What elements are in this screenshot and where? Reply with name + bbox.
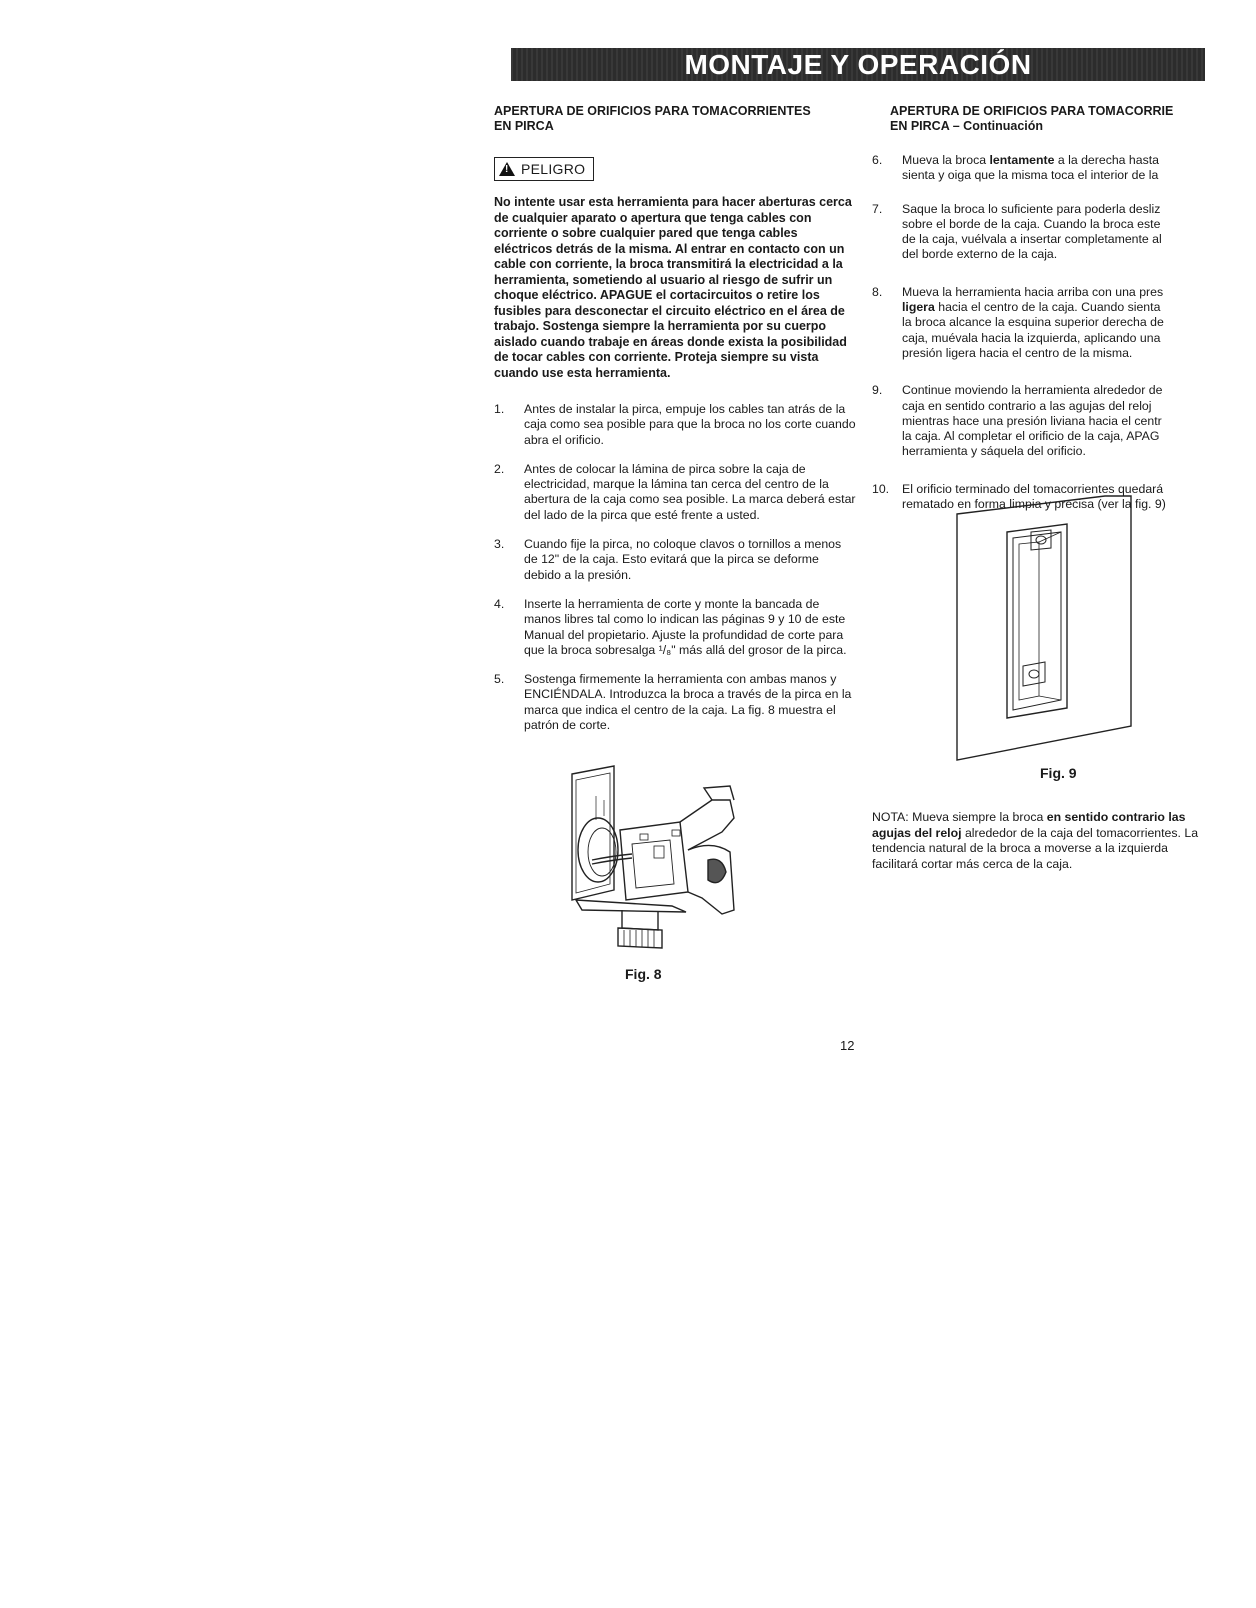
step-line: la broca alcance la esquina superior derecha de bbox=[902, 315, 1164, 330]
right-steps-list bbox=[872, 153, 1210, 512]
left-column bbox=[494, 104, 856, 747]
step-line: de la caja, vuélvala a insertar completamente al bbox=[902, 232, 1162, 247]
list-item bbox=[494, 672, 856, 733]
step-number: 10. bbox=[872, 481, 890, 496]
step-line: Mueva la broca lentamente a la derecha hasta bbox=[902, 153, 1160, 167]
step-line: El orificio terminado del tomacorrientes quedará bbox=[902, 481, 1164, 496]
fig9-illustration bbox=[955, 486, 1135, 764]
left-heading bbox=[494, 104, 856, 134]
note-prefix: NOTA: Mueva siempre la broca bbox=[872, 810, 1047, 824]
page-number: 12 bbox=[840, 1038, 855, 1053]
section-banner: MONTAJE Y OPERACIÓN bbox=[511, 48, 1205, 81]
step-text: Antes de colocar la lámina de pirca sobre la caja de electricidad, marque la lámina tan cerca del centro de la abertura de la caja como sea posible. La marca deberá estar del lado de la pirca que esté frente a usted. bbox=[524, 461, 856, 522]
right-heading bbox=[890, 104, 1210, 134]
step-line: del borde externo de la caja. bbox=[902, 247, 1058, 262]
step-line: caja, muévala hacia la izquierda, aplicando una bbox=[902, 330, 1161, 345]
step-line: ligera hacia el centro de la caja. Cuando sienta bbox=[902, 300, 1161, 315]
fig9-caption: Fig. 9 bbox=[1040, 765, 1077, 781]
left-steps-list bbox=[494, 402, 856, 733]
step-line: Saque la broca lo suficiente para poderla desliz bbox=[902, 201, 1161, 216]
step-text: Cuando fije la pirca, no coloque clavos o tornillos a menos de 12" de la caja. Esto evitará que la pirca se deforme debido a la presión. bbox=[524, 537, 842, 582]
danger-badge bbox=[494, 157, 594, 181]
right-heading-line2: EN PIRCA – Continuación bbox=[890, 119, 1044, 133]
step-line: caja en sentido contrario a las agujas del reloj bbox=[902, 398, 1152, 413]
list-item bbox=[494, 597, 856, 658]
danger-warning-text: No intente usar esta herramienta para hacer aberturas cerca de cualquier aparato o apertura que tenga cables con corriente o sobre cualquier pared que tenga cables eléctricos detrás de la misma. Al entrar en contacto con un cable con corriente, la broca transmitirá la electricidad a la herramienta, sometiendo al usuario al riesgo de sufrir un choque eléctrico. APAGUE el cortacircuitos o retire los fusibles para desconectar el circuito eléctrico en el área de trabajo. Sostenga siempre la herramienta por su cuerpo aislado cuando trabaje en áreas donde exista la posibilidad de tocar cables con corriente. Proteja siempre su vista cuando use esta herramienta. bbox=[494, 195, 852, 380]
bold-term: lentamente bbox=[989, 153, 1055, 167]
fig8-caption: Fig. 8 bbox=[625, 966, 662, 982]
list-item bbox=[494, 537, 856, 583]
step-number: 4. bbox=[494, 596, 505, 611]
list-item bbox=[872, 153, 1210, 184]
step-text: Inserte la herramienta de corte y monte la bancada de manos libres tal como lo indican las páginas 9 y 10 de este Manual del propietario. Ajuste la profundidad de corte para que la broca sobresalga ¹/₈" más allá del grosor de la pirca. bbox=[524, 596, 847, 657]
step-line: mientras hace una presión liviana hacia el centr bbox=[902, 413, 1162, 428]
step-number: 7. bbox=[872, 201, 883, 216]
right-column bbox=[872, 104, 1210, 534]
list-item bbox=[872, 202, 1210, 263]
step-number: 2. bbox=[494, 461, 505, 476]
step-text: Antes de instalar la pirca, empuje los cables tan atrás de la caja como sea posible para que la broca no los corte cuando abra el orificio. bbox=[524, 402, 856, 447]
step-line: Continue moviendo la herramienta alrededor de bbox=[902, 383, 1163, 398]
list-item bbox=[872, 285, 1210, 361]
right-heading-line1: APERTURA DE ORIFICIOS PARA TOMACORRIE bbox=[890, 104, 1174, 118]
list-item bbox=[872, 383, 1210, 459]
step-number: 3. bbox=[494, 537, 505, 552]
step-number: 6. bbox=[872, 153, 883, 167]
step-line: la caja. Al completar el orificio de la caja, APAG bbox=[902, 429, 1160, 444]
note-suffix: alrededor de la caja del tomacorrientes. La tendencia natural de la broca a moverse a la izquierda facilitará cortar más cerca de la caja. bbox=[872, 825, 1199, 871]
list-item bbox=[494, 402, 856, 448]
step-line: rematado en forma limpia y precisa (ver la fig. 9) bbox=[902, 497, 1166, 512]
step-number: 8. bbox=[872, 284, 883, 299]
step-number: 9. bbox=[872, 383, 883, 398]
step-line: Mueva la herramienta hacia arriba con una pres bbox=[902, 284, 1164, 299]
note-bold: en sentido contrario las agujas del reloj bbox=[872, 810, 1186, 840]
step-text: Sostenga firmemente la herramienta con ambas manos y ENCIÉNDALA. Introduzca la broca a través de la pirca en la marca que indica el centro de la caja. La fig. 8 muestra el patrón de corte. bbox=[524, 672, 852, 733]
left-heading-line2: EN PIRCA bbox=[494, 119, 554, 133]
step-line: herramienta y sáquela del orificio. bbox=[902, 444, 1086, 459]
step-line: sienta y oiga que la misma toca el interior de la bbox=[902, 168, 1159, 183]
step-number: 1. bbox=[494, 402, 505, 416]
danger-label: PELIGRO bbox=[521, 161, 586, 177]
step-number: 5. bbox=[494, 672, 505, 687]
warning-triangle-icon bbox=[499, 162, 515, 176]
left-heading-line1: APERTURA DE ORIFICIOS PARA TOMACORRIENTES bbox=[494, 104, 811, 118]
bold-term: ligera bbox=[902, 300, 935, 315]
list-item bbox=[494, 462, 856, 523]
step-line: presión ligera hacia el centro de la misma. bbox=[902, 345, 1133, 360]
note-paragraph bbox=[872, 810, 1202, 872]
step-line: sobre el borde de la caja. Cuando la broca este bbox=[902, 216, 1161, 231]
fig8-illustration bbox=[562, 760, 742, 952]
